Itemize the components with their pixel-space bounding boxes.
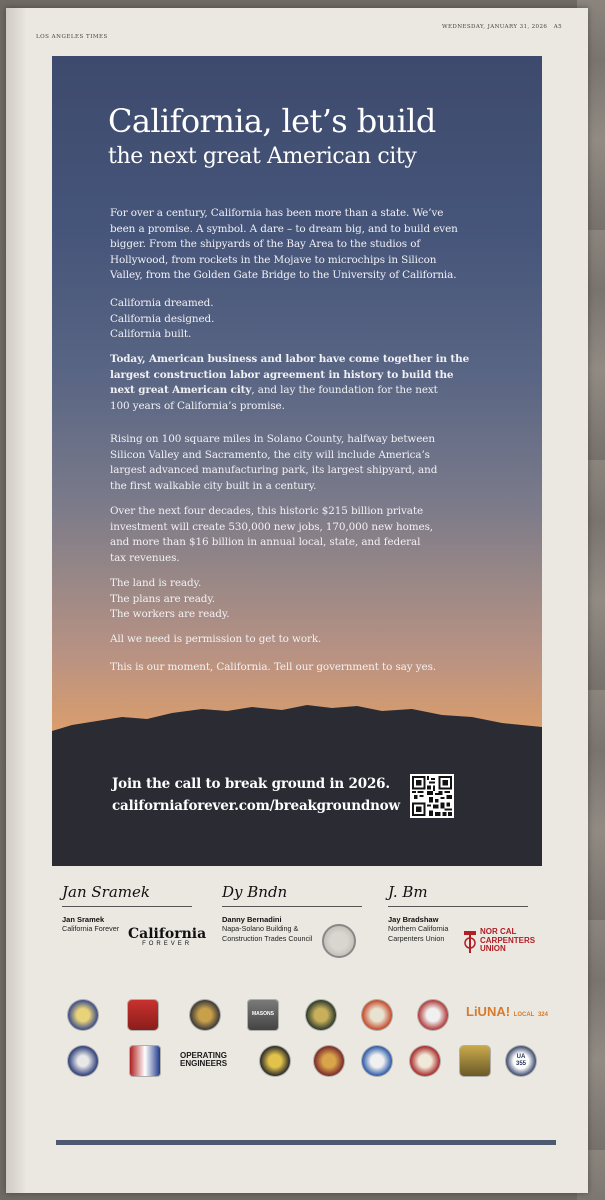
text-line: the first walkable city built in a century. (110, 479, 317, 492)
operating-engineers-logo (180, 1052, 227, 1068)
ad-paragraph-investment (110, 504, 490, 566)
masons-text: MASONS (252, 1011, 274, 1017)
cta-break-ground: Join the call to break ground in 2026. (112, 776, 390, 792)
masthead-page-number: A5 (553, 24, 562, 30)
ad-headline-line1: California, let’s build (108, 102, 436, 140)
text-line: California designed. (110, 312, 215, 325)
union-logo-icon (362, 1046, 392, 1076)
ad-headline-line2: the next great American city (108, 144, 417, 169)
union-logo-icon (410, 1046, 440, 1076)
text-line: bigger. From the shipyards of the Bay Area to the studios of (110, 238, 421, 251)
ua-text-block (506, 1054, 536, 1068)
bottom-divider-bar (56, 1140, 556, 1145)
signatures-section (52, 880, 542, 970)
text-line: Rising on 100 square miles in Solano County, halfway between (110, 433, 435, 445)
text-line: been a promise. A symbol. A dare – to dream big, and to build even (110, 222, 458, 235)
bold-text: largest construction labor agreement in history to build the (110, 368, 454, 381)
text-line: tax revenues. (110, 551, 180, 564)
text-line: Over the next four decades, this historic $215 billion private (110, 505, 424, 517)
signatory-name: Jay Bradshaw (388, 915, 439, 924)
cta-website-link[interactable]: californiaforever.com/breakgroundnow (112, 798, 400, 814)
signatory-org: Northern California (388, 924, 449, 933)
carpenters-hammer-icon (464, 929, 476, 953)
signatory-org: Napa-Solano Building & (222, 924, 299, 933)
ncu-line: CARPENTERS (480, 935, 536, 945)
text-line: 100 years of California’s promise. (110, 399, 285, 412)
union-logos-row-2 (60, 1046, 540, 1082)
qr-code-icon[interactable] (410, 774, 454, 818)
text-line: The land is ready. (110, 577, 202, 589)
union-logo-icon (190, 1000, 220, 1030)
text-line-bold (110, 352, 490, 368)
text-line: investment will create 530,000 new jobs, 170,000 new homes, (110, 520, 434, 533)
ad-paragraph-intro (110, 206, 490, 284)
liuna-local-text: LOCAL (513, 1012, 535, 1018)
signatory-org: Construction Trades Council (222, 934, 313, 943)
ncu-line: NOR CAL (480, 927, 517, 936)
text-line-mixed (110, 383, 490, 399)
union-logo-icon (418, 1000, 448, 1030)
union-badge-icon (460, 1046, 490, 1076)
signature-bernadini: Dy Bndn (222, 883, 288, 901)
union-logo-icon (362, 1000, 392, 1030)
logo-word-california: California (128, 926, 207, 942)
masthead-paper-name: LOS ANGELES TIMES (36, 34, 108, 40)
signature-sramek: Jan Sramek (62, 883, 150, 901)
text-line: All we need is permission to get to work. (110, 633, 322, 645)
masthead-date (442, 24, 562, 30)
ncu-text (480, 928, 535, 954)
text-line: For over a century, California has been more than a state. We’ve (110, 207, 444, 219)
text-line: California built. (110, 328, 192, 341)
text-line: California dreamed. (110, 297, 214, 309)
union-shield-icon (128, 1000, 158, 1030)
union-logo-icon (306, 1000, 336, 1030)
ad-paragraph-ready (110, 576, 490, 623)
ncu-line: UNION (480, 944, 506, 953)
signature-line (62, 906, 192, 907)
signature-bradshaw: J. Bm (388, 883, 428, 901)
ad-paragraph-solano (110, 432, 490, 494)
page-fold (6, 8, 26, 1193)
union-logo-icon (314, 1046, 344, 1076)
engineers-text: ENGINEERS (180, 1059, 228, 1068)
ad-paragraph-agreement (110, 352, 490, 414)
signatory-name: Danny Bernadini (222, 915, 282, 924)
text-line: Silicon Valley and Sacramento, the city will include America’s (110, 448, 430, 461)
signature-line (388, 906, 528, 907)
union-logos-row-1 (60, 1000, 548, 1036)
ua-number: 355 (515, 1061, 526, 1067)
union-logo-icon (68, 1000, 98, 1030)
text-line: Hollywood, from rockets in the Mojave to microchips in Silicon (110, 253, 437, 266)
operating-text: OPERATING (180, 1051, 227, 1060)
masthead-date-text: WEDNESDAY, JANUARY 31, 2026 (441, 24, 548, 30)
ad-paragraph-dreamed (110, 296, 490, 343)
union-logo-icon (68, 1046, 98, 1076)
liuna-local-number: 324 (537, 1012, 548, 1018)
union-logo-icon (260, 1046, 290, 1076)
ua-local-logo-icon (506, 1046, 536, 1076)
liuna-text: LiUNA! (466, 1004, 511, 1019)
nor-cal-carpenters-logo (464, 928, 535, 954)
signatory-name: Jan Sramek (62, 915, 105, 924)
flag-logo-icon (130, 1046, 160, 1076)
text-line: largest advanced manufacturing park, its largest shipyard, and (110, 464, 438, 477)
liuna-logo (466, 1004, 548, 1019)
bold-text: next great American city (110, 384, 252, 397)
signature-line (222, 906, 362, 907)
bold-text: Today, American business and labor have come together in the (110, 353, 470, 365)
ad-paragraph-moment (110, 660, 490, 676)
trades-council-seal-icon (322, 924, 356, 958)
text-line: The plans are ready. (110, 592, 215, 605)
signatory-org: Carpenters Union (388, 934, 445, 943)
masons-logo-icon (248, 1000, 278, 1030)
text-line: and more than $16 billion in annual local, state, and federal (110, 536, 421, 549)
text-line: The workers are ready. (110, 608, 230, 621)
text-line-bold (110, 368, 490, 384)
advertisement-panel (52, 56, 542, 866)
ua-text: UA (516, 1054, 526, 1060)
text-line: Valley, from the Golden Gate Bridge to the University of California. (110, 269, 457, 282)
logo-word-forever: FOREVER (142, 941, 193, 947)
regular-text: , and lay the foundation for the next (251, 384, 438, 397)
text-line: This is our moment, California. Tell our government to say yes. (110, 661, 437, 673)
ad-paragraph-permission (110, 632, 490, 648)
signatory-org: California Forever (62, 924, 120, 933)
california-forever-logo (128, 926, 206, 947)
